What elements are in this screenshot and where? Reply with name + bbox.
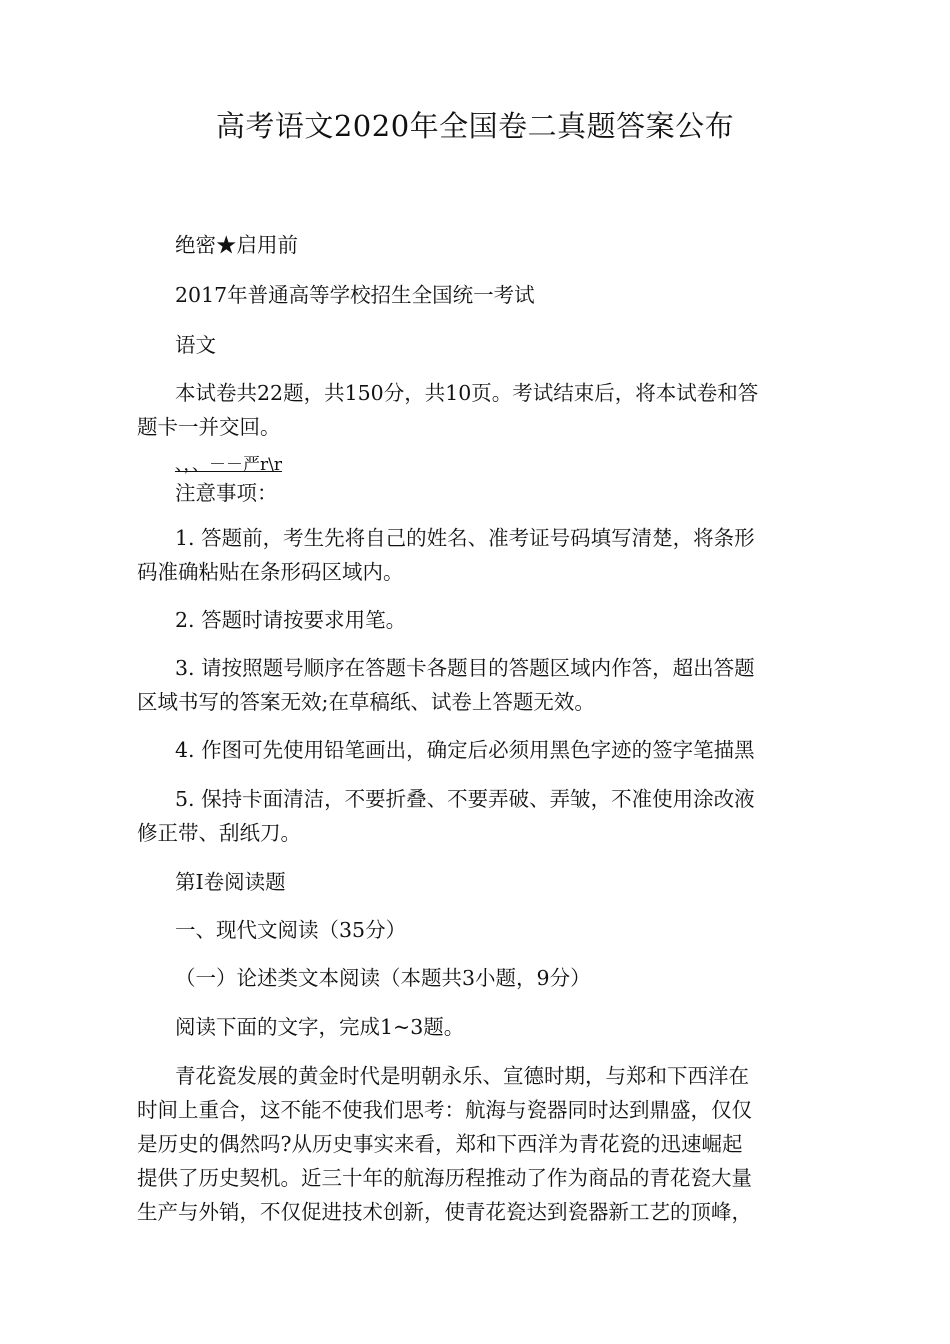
paragraph-line: 本试卷共22题，共150分，共10页。考试结束后，将本试卷和答 [175, 381, 759, 405]
section-heading: 第I卷阅读题 [175, 870, 286, 894]
exam-name: 2017年普通高等学校招生全国统一考试 [175, 283, 535, 307]
subject-label: 语文 [175, 333, 216, 357]
notice-item: 5. 保持卡面清洁，不要折叠、不要弄破、弄皱，不准使用涂改液 [175, 787, 755, 811]
notice-item-cont: 码准确粘贴在条形码区域内。 [137, 560, 404, 584]
passage-line: 是历史的偶然吗?从历史事实来看，郑和下西洋为青花瓷的迅速崛起 [137, 1132, 743, 1156]
passage-line: 提供了历史契机。近三十年的航海历程推动了作为商品的青花瓷大量 [137, 1166, 752, 1190]
notice-item-cont: 修正带、刮纸刀。 [137, 821, 301, 845]
instruction-line: 阅读下面的文字，完成1~3题。 [175, 1015, 465, 1039]
confidential-label: 绝密★启用前 [175, 233, 298, 257]
scan-artifact-text: 、，、－－严r\r [175, 455, 282, 475]
document-title: 高考语文2020年全国卷二真题答案公布 [215, 109, 735, 143]
notice-item: 1. 答题前，考生先将自己的姓名、准考证号码填写清楚，将条形 [175, 526, 755, 550]
notice-item-cont: 区域书写的答案无效;在草稿纸、试卷上答题无效。 [137, 690, 595, 714]
section-heading: （一）论述类文本阅读（本题共3小题，9分） [175, 966, 591, 990]
section-heading: 一、现代文阅读（35分） [175, 918, 407, 942]
passage-line: 时间上重合，这不能不使我们思考：航海与瓷器同时达到鼎盛，仅仅 [137, 1098, 752, 1122]
paragraph-line: 题卡一并交回。 [137, 415, 281, 439]
notice-item: 3. 请按照题号顺序在答题卡各题目的答题区域内作答，超出答题 [175, 656, 755, 680]
notice-heading: 注意事项： [175, 481, 278, 505]
passage-line: 生产与外销，不仅促进技术创新，使青花瓷达到瓷器新工艺的顶峰， [137, 1200, 752, 1224]
notice-item: 4. 作图可先使用铅笔画出，确定后必须用黑色字迹的签字笔描黑 [175, 738, 755, 762]
notice-item: 2. 答题时请按要求用笔。 [175, 608, 407, 632]
passage-line: 青花瓷发展的黄金时代是明朝永乐、宣德时期，与郑和下西洋在 [175, 1064, 749, 1088]
